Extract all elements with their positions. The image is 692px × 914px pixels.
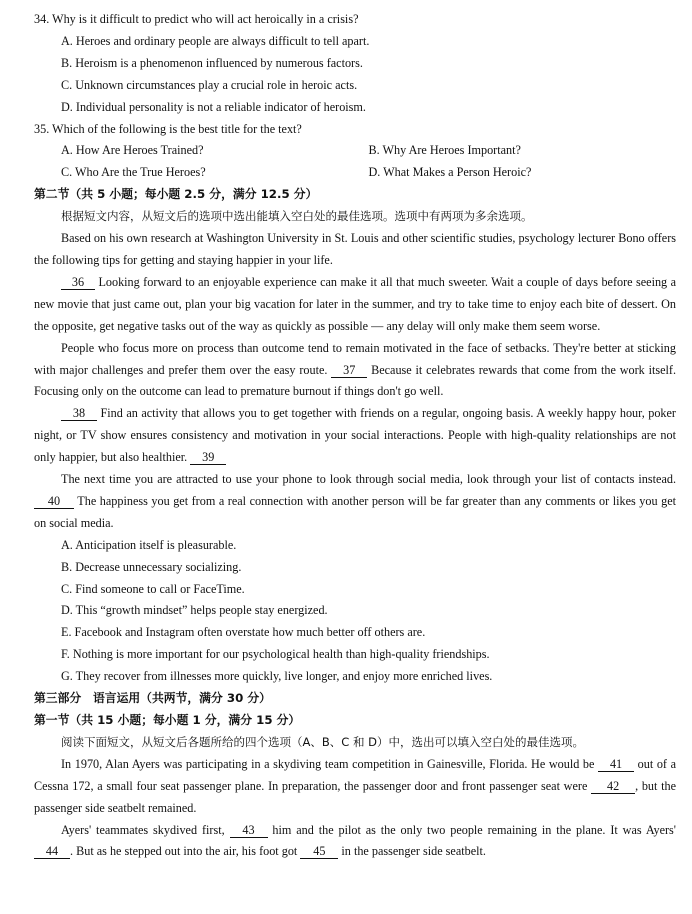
cloze-2-text-b: him and the pilot as the only two people remaining in the plane. It was Ayers' <box>267 822 676 837</box>
choice-option-b[interactable]: B. Decrease unnecessary socializing. <box>61 559 242 574</box>
cloze-paragraph-1 <box>34 754 676 820</box>
passage-intro: Based on his own research at Washington University in St. Louis and other scientific studies, psychology lecturer Bono offers the following tips for getting and staying happier in your life. <box>34 231 676 267</box>
cloze-paragraph-2 <box>34 820 676 864</box>
blank-40[interactable]: 40 <box>34 494 74 509</box>
paragraph-2-text-b: Because it celebrates rewards that come from the work itself. Focusing only on the outcome can lead to premature burnout if things don't go well. <box>34 362 676 399</box>
passage-paragraph-2 <box>34 338 676 404</box>
part-3-section-1-heading: 第一节（共 15 小题；每小题 1 分，满分 15 分） <box>34 713 301 727</box>
choice-option-g[interactable]: G. They recover from illnesses more quickly, live longer, and enjoy more enriched lives. <box>61 669 493 684</box>
paragraph-3-text: Find an activity that allows you to get together with friends on a regular, ongoing basis. A weekly happy hour, poker night, or TV show ensures consistency and motivation in your social interactions. People with high-quality relationships are not only happier, but also healthier. <box>34 406 676 465</box>
choice-option-a[interactable]: A. Anticipation itself is pleasurable. <box>61 537 237 552</box>
question-35-option-d[interactable]: D. What Makes a Person Heroic? <box>368 165 532 180</box>
question-35-options-row-2 <box>34 162 676 184</box>
choice-option-c[interactable]: C. Find someone to call or FaceTime. <box>61 581 245 596</box>
blank-45[interactable]: 45 <box>300 844 338 859</box>
blank-38[interactable]: 38 <box>61 406 97 421</box>
question-35-stem: 35. Which of the following is the best title for the text? <box>34 121 302 136</box>
section-2-heading: 第二节（共 5 小题；每小题 2.5 分，满分 12.5 分） <box>34 187 318 202</box>
question-35-option-c[interactable]: C. Who Are the True Heroes? <box>61 165 206 180</box>
part-3-heading: 第三部分 语言运用（共两节，满分 30 分） <box>34 691 271 706</box>
passage-paragraph-3 <box>34 403 676 469</box>
cloze-2-text-a: Ayers' teammates skydived first, <box>61 822 230 837</box>
cloze-1-text-a: In 1970, Alan Ayers was participating in a skydiving team competition in Gainesville, Florida. He would be <box>61 756 599 771</box>
cloze-2-text-d: in the passenger side seatbelt. <box>338 844 486 859</box>
question-35-option-b[interactable]: B. Why Are Heroes Important? <box>368 143 521 158</box>
exam-page <box>34 9 676 863</box>
question-34-option-b[interactable]: B. Heroism is a phenomenon influenced by numerous factors. <box>61 55 363 70</box>
blank-39[interactable]: 39 <box>190 450 226 465</box>
blank-36[interactable]: 36 <box>61 275 95 290</box>
part-3-instruction: 阅读下面短文，从短文后各题所给的四个选项（A、B、C 和 D）中，选出可以填入空白处的最佳选项。 <box>61 734 584 749</box>
question-34-option-a[interactable]: A. Heroes and ordinary people are always difficult to tell apart. <box>61 33 370 48</box>
paragraph-4-text-b: The happiness you get from a real connection with another person will be far greater than any comments or likes you get on social media. <box>34 493 676 530</box>
choice-option-f[interactable]: F. Nothing is more important for our psychological health than high-quality friendships. <box>61 647 490 662</box>
paragraph-4-text-a: The next time you are attracted to use your phone to look through social media, look through your list of contacts instead. <box>61 472 676 487</box>
blank-42[interactable]: 42 <box>591 779 635 794</box>
question-35-options-row-1 <box>34 140 676 162</box>
cloze-2-text-c: . But as he stepped out into the air, his foot got <box>70 844 301 859</box>
question-34-stem: 34. Why is it difficult to predict who will act heroically in a crisis? <box>34 12 359 26</box>
section-2-instruction: 根据短文内容，从短文后的选项中选出能填入空白处的最佳选项。选项中有两项为多余选项。 <box>61 209 533 224</box>
blank-37[interactable]: 37 <box>331 363 367 378</box>
blank-43[interactable]: 43 <box>230 823 268 838</box>
choice-option-e[interactable]: E. Facebook and Instagram often overstate how much better off others are. <box>61 625 426 640</box>
passage-paragraph-4 <box>34 469 676 535</box>
choice-option-d[interactable]: D. This “growth mindset” helps people stay energized. <box>61 603 328 618</box>
blank-44[interactable]: 44 <box>34 844 70 859</box>
paragraph-1-text: Looking forward to an enjoyable experience can make it all that much sweeter. Wait a couple of days before seeing a new movie that just came out, plan your big vacation for later in the summer, and try to take time to enjoy each bite of dessert. On the opposite, get negative tasks out of the way as quickly as possible — any delay will only make them seem worse. <box>34 274 676 333</box>
question-34-option-c[interactable]: C. Unknown circumstances play a crucial role in heroic acts. <box>61 77 358 92</box>
paragraph-2-text-a: People who focus more on process than outcome tend to remain motivated in the face of setbacks. They're better at sticking with major challenges and prefer them over the easy route. <box>34 340 676 377</box>
question-35-option-a[interactable]: A. How Are Heroes Trained? <box>61 143 204 158</box>
blank-41[interactable]: 41 <box>598 757 634 772</box>
cloze-1-text-b: out of a Cessna 172, a small four seat passenger plane. In preparation, the passenger door and front passenger seat were <box>34 756 676 793</box>
passage-paragraph-1 <box>34 272 676 338</box>
cloze-1-text-c: , but the passenger side seatbelt remained. <box>34 778 677 815</box>
question-34-option-d[interactable]: D. Individual personality is not a reliable indicator of heroism. <box>61 99 366 114</box>
